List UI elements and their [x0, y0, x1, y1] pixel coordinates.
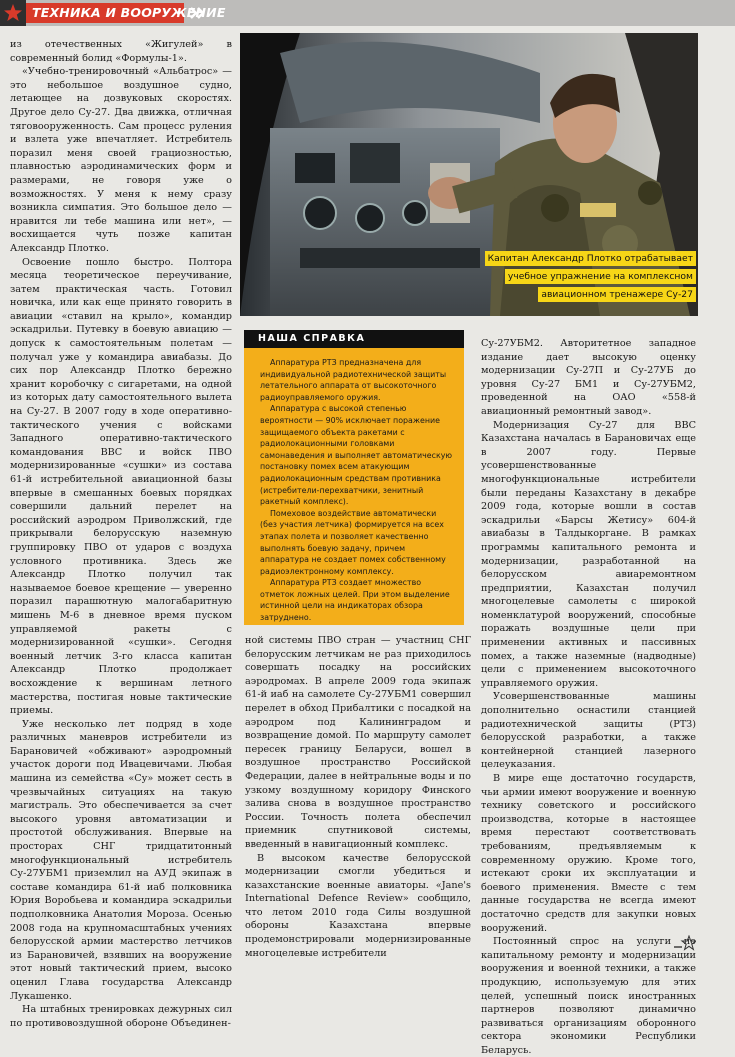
paragraph: Постоянный спрос на услуги по капитальному ремонту и модернизации вооружения и военной техники, а также продукцию, используемую для этих целей, успешный поиск иностранных партнеров позволяют динамично развиваться организациям оборонного сектора экономики Республики Беларусь.	[481, 936, 696, 1056]
paragraph: Усовершенствованные машины дополнительно оснастили станцией радиотехнической защиты (РТЗ) белорусской разработки, а также контейнерной станцией лазерного целеуказания.	[481, 691, 696, 771]
page-header	[0, 0, 735, 26]
paragraph: ной системы ПВО стран — участниц СНГ белорусским летчикам не раз приходилось совершать посадку на российских аэродромах. В апреле 2009 года экипаж 61-й иаб на самолете Су-27УБМ1 совершил перелет в обход Прибалтики с посадкой на аэродром под Калининградом и возвращение домой. По маршруту самолет пересек границу Беларуси, вошел в воздушное пространство Российской Федерации, далее в нейтральные воды и по узкому воздушному коридору Финского залива снова в воздушное пространство России. Точность полета обеспечил приемник спутниковой системы, введенный в навигационный комплекс.	[245, 635, 471, 850]
red-star-logo-icon	[0, 0, 26, 26]
info-box	[244, 330, 464, 625]
section-title: ТЕХНИКА И ВООРУЖЕНИЕ	[32, 5, 226, 20]
simulator-photo	[240, 33, 698, 316]
section-tab	[26, 3, 226, 23]
paragraph: В высоком качестве белорусской модернизации смогли убедиться и казахстанские военные авиаторы. «Jane's International Defence Review» сообщило, что летом 2010 года Силы воздушной обороны Казахстана впервые продемонстрировали модернизированные многоцелевые истребители	[245, 852, 471, 959]
caption-line: учебное упражнение на комплексном	[505, 269, 696, 284]
article-column-1	[10, 38, 232, 1030]
article-column-2	[245, 634, 471, 960]
info-paragraph: Аппаратура РТЗ создает множество отметок ложных целей. При этом выделение истинной цели на индикаторах обзора затруднено.	[260, 578, 450, 623]
article-column-3	[481, 337, 696, 1057]
paragraph: На штабных тренировках дежурных сил по противовоздушной обороне Объединен-	[10, 1004, 232, 1029]
end-star-icon	[674, 935, 696, 951]
paragraph: из отечественных «Жигулей» в современный болид «Формулы-1».	[10, 39, 232, 64]
info-box-heading: НАША СПРАВКА	[244, 330, 464, 348]
caption-line: Капитан Александр Плотко отрабатывает	[485, 251, 696, 266]
info-paragraph: Аппаратура с высокой степенью вероятности — 90% исключает поражение защищаемого объекта ракетами с радиолокационными головками самонаведения и выполняет автоматическую постановку помех всем атакующим радиолокационным средствам противника (истребители-перехватчики, зенитный ракетный комплекс).	[260, 404, 453, 507]
paragraph: В мире еще достаточно государств, чьи армии имеют вооружение и военную технику советского и российского производства, которые в настоящее время перестают соответствовать требованиям, предъявляемым к современному оружию. Кроме того, истекают сроки их эксплуатации и боевого применения. Вместе с тем данные государства не всегда имеют достаточно средств для закупки новых вооружений.	[481, 773, 696, 934]
double-chevron-right-icon	[188, 7, 208, 19]
info-paragraph: Помеховое воздействие автоматически (без участия летчика) формируется на всех этапах полета и позволяет качественно выполнять боевую задачу, причем аппаратура не создает помех собственному радиоэлектронному комплексу.	[260, 508, 446, 576]
caption-line: авиационном тренажере Су-27	[538, 287, 696, 302]
info-paragraph: Аппаратура РТЗ предназначена для индивидуальной радиотехнической защиты летательного аппарата от высокоточного радиоуправляемого оружия.	[260, 358, 447, 402]
paragraph: Освоение пошло быстро. Полтора месяца теоретическое переучивание, затем практическая часть. Готовил новичка, или как еще принято говорить в авиации «ставил на крыло», командир эскадрильи. Путевку в боевую авиацию — допуск к самостоятельным полетам — получал уже у командира авиабазы. До сих пор Александр Плотко бережно хранит коробочку с сигаретами, на одной из которых дату самостоятельного вылета на Су-27. В 2007 году в ходе оперативно-тактического учения с войсками Западного оперативно-тактического командования ВВС и войск ПВО модернизированные «сушки» из состава 61-й истребительной авиационной базы впервые в смешанных боевых порядках совершили дальний перелет на российский аэродром Приволжский, где прикрывали белорусскую наземную группировку ПВО от ударов с воздуха условного противника. Здесь же Александр Плотко получил так называемое боевое крещение — уверенно поразил парашютную малогабаритную мишень М-6 в дневное время пуском управляемой ракеты с модернизированной «сушки». Сегодня военный летчик 3-го класса капитан Александр Плотко продолжает восхождение к вершинам летного мастерства, постигая новые тактические приемы.	[10, 256, 232, 717]
paragraph: Су-27УБМ2. Авторитетное западное издание дает высокую оценку модернизации Су-27П и Су-27УБ до уровня Су-27 БМ1 и Су-27УБМ2, проведенной на ОАО «558-й авиационный ремонтный завод».	[481, 338, 696, 417]
info-box-body	[260, 357, 454, 624]
paragraph: «Учебно-тренировочный «Альбатрос» — это небольшое воздушное судно, летающее на дозвуковых скоростях. Другое дело Су-27. Два движка, отличная тяговооруженность. Сам процесс руления и взлета уже впечатляет. Истребитель поразил меня своей грациозностью, плавностью аэродинамических форм и размерами, не говоря уже о возможностях. У меня к нему сразу возникла симпатия. Это большое дело — нравится ли тебе машина или нет», — восхищается чуть позже капитан Александр Плотко.	[10, 66, 232, 254]
paragraph: Уже несколько лет подряд в ходе различных маневров истребители из Барановичей «обживают» аэродромный участок дороги под Ивацевичами. Любая машина из семейства «Су» может сесть в чрезвычайных ситуациях на такую магистраль. Это обеспечивается за счет высокого уровня автоматизации и простотой обслуживания. Впервые на просторах СНГ тридцатитонный многофункциональный истребитель Су-27УБМ1 приземлил на АУД экипаж в составе командира 61-й иаб полковника Юрия Воробьева и командира эскадрильи подполковника Анатолия Мороза. Осенью 2008 года на крупномасштабных учениях белорусской армии мастерство летчиков из Барановичей, взявших на вооружение этот новый тактический прием, высоко оценил Глава государства Александр Лукашенко.	[10, 718, 232, 1002]
photo-caption	[485, 248, 696, 302]
paragraph: Модернизация Су-27 для ВВС Казахстана началась в Барановичах еще в 2007 году. Первые усовершенствованные многофункциональные истребители были переданы Казахстану в декабре 2009 года, которые вошли в состав эскадрильи «Барсы Жетису» 604-й авиабазы в Талдыкоргане. В рамках программы капитального ремонта и модернизации, разработанной на белорусском авиаремонтном предприятии, Казахстан получил многоцелевые самолеты с широкой номенклатурой вооружений, способные поражать воздушные цели при применении активных и пассивных помех, а также наземные (надводные) цели с применением высокоточного управляемого оружия.	[481, 419, 696, 689]
